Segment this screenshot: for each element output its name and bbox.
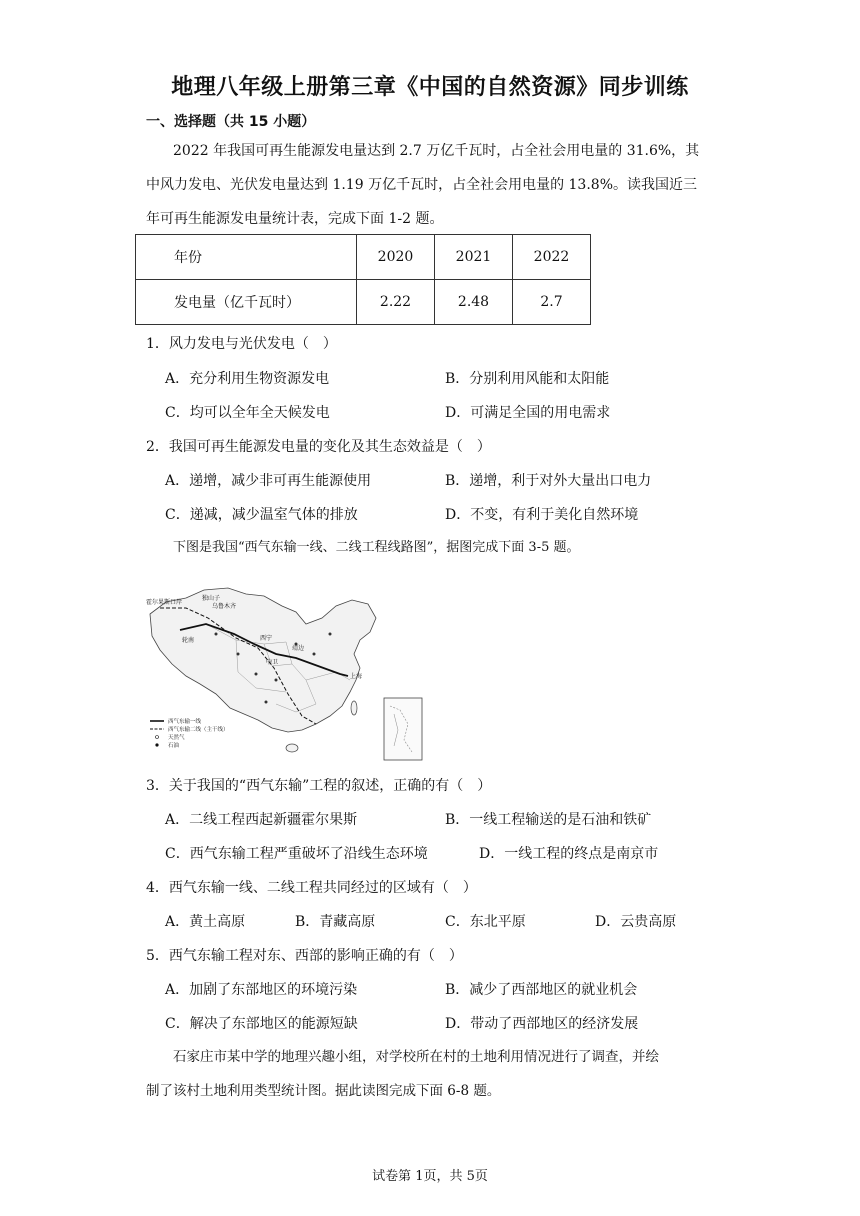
- map-legend: [150, 717, 229, 749]
- question-4-option-a: A．黄土高原: [165, 914, 246, 930]
- intro-line-1: 2022 年我国可再生能源发电量达到 2.7 万亿千瓦时，占全社会用电量的 31.6%，其: [173, 143, 700, 159]
- table-cell: 2021: [435, 235, 513, 280]
- table-cell: 2022: [513, 235, 591, 280]
- question-2-option-d: D．不变，有利于美化自然环境: [445, 507, 639, 523]
- legend-oil: 石油: [168, 743, 180, 749]
- page-title: 地理八年级上册第三章《中国的自然资源》同步训练: [171, 75, 689, 100]
- question-5-option-c: C．解决了东部地区的能源短缺: [165, 1016, 358, 1032]
- question-2-option-b: B．递增，利于对外大量出口电力: [445, 473, 652, 489]
- table-cell: 2.48: [435, 280, 513, 325]
- intro-3-line-2: 制了该村土地利用类型统计图。据此读图完成下面 6-8 题。: [146, 1083, 501, 1099]
- page-footer: 试卷第 1页，共 5页: [372, 1169, 488, 1184]
- question-2-option-a: A．递增，减少非可再生能源使用: [165, 473, 372, 489]
- question-4-stem: 4．西气东输一线、二线工程共同经过的区域有（ ）: [146, 880, 477, 896]
- question-5-option-b: B．减少了西部地区的就业机会: [445, 982, 638, 998]
- question-5-option-d: D．带动了西部地区的经济发展: [445, 1016, 639, 1032]
- table-cell: 2020: [357, 235, 435, 280]
- question-3-stem: 3．关于我国的“西气东输”工程的叙述，正确的有（ ）: [146, 778, 492, 794]
- question-1-option-b: B．分别利用风能和太阳能: [445, 371, 610, 387]
- question-3-option-b: B．一线工程输送的是石油和铁矿: [445, 812, 652, 828]
- intro-line-3: 年可再生能源发电量统计表，完成下面 1-2 题。: [146, 211, 444, 227]
- question-4-option-b: B．青藏高原: [295, 914, 376, 930]
- question-3-option-c: C．西气东输工程严重破坏了沿线生态环境: [165, 846, 428, 862]
- legend-line-2: 西气东输二线（主干线）: [168, 727, 229, 733]
- question-1-option-d: D．可满足全国的用电需求: [445, 405, 611, 421]
- map-label: 上海: [350, 673, 363, 680]
- map-label: 靖边: [292, 645, 305, 652]
- table-cell: 发电量（亿千瓦时）: [136, 280, 357, 325]
- map-label: 西宁: [260, 635, 273, 642]
- south-sea-inset: [384, 698, 422, 760]
- legend-line-1: 西气东输一线: [168, 719, 202, 725]
- table-header-row: [136, 235, 591, 280]
- legend-gas: 天然气: [168, 735, 185, 741]
- question-3-option-d: D．一线工程的终点是南京市: [479, 846, 659, 862]
- map-label: 乌鲁木齐: [212, 603, 237, 610]
- question-1-option-c: C．均可以全年全天候发电: [165, 405, 330, 421]
- intro-line-2: 中风力发电、光伏发电量达到 1.19 万亿千瓦时，占全社会用电量的 13.8%。读我国近三: [146, 177, 697, 193]
- question-2-stem: 2．我国可再生能源发电量的变化及其生态效益是（ ）: [146, 439, 491, 455]
- table-cell: 2.22: [357, 280, 435, 325]
- china-outline: [150, 588, 376, 732]
- question-4-option-d: D．云贵高原: [595, 914, 677, 930]
- map-label: 霍尔果斯口岸: [146, 599, 183, 606]
- question-1-option-a: A．充分利用生物资源发电: [165, 371, 330, 387]
- question-3-option-a: A．二线工程西起新疆霍尔果斯: [165, 812, 358, 828]
- map-label: 轮南: [182, 637, 195, 644]
- map-label: 独山子: [202, 595, 221, 602]
- generation-table: [135, 234, 591, 325]
- question-1-stem: 1．风力发电与光伏发电（ ）: [146, 336, 337, 352]
- question-4-option-c: C．东北平原: [445, 914, 526, 930]
- intro-3-line-1: 石家庄市某中学的地理兴趣小组，对学校所在村的土地利用情况进行了调查，并绘: [173, 1049, 659, 1065]
- pipeline-map: [146, 584, 424, 762]
- table-row: [136, 280, 591, 325]
- question-5-option-a: A．加剧了东部地区的环境污染: [165, 982, 358, 998]
- question-5-stem: 5．西气东输工程对东、西部的影响正确的有（ ）: [146, 948, 463, 964]
- section-heading: 一、选择题（共 15 小题）: [146, 114, 316, 130]
- table-cell: 年份: [136, 235, 357, 280]
- taiwan-island: [351, 701, 357, 715]
- map-label: 中卫: [266, 659, 279, 666]
- question-2-option-c: C．递减，减少温室气体的排放: [165, 507, 358, 523]
- hainan-island: [286, 744, 298, 752]
- table-cell: 2.7: [513, 280, 591, 325]
- map-intro: 下图是我国“西气东输一线、二线工程线路图”，据图完成下面 3-5 题。: [173, 540, 580, 555]
